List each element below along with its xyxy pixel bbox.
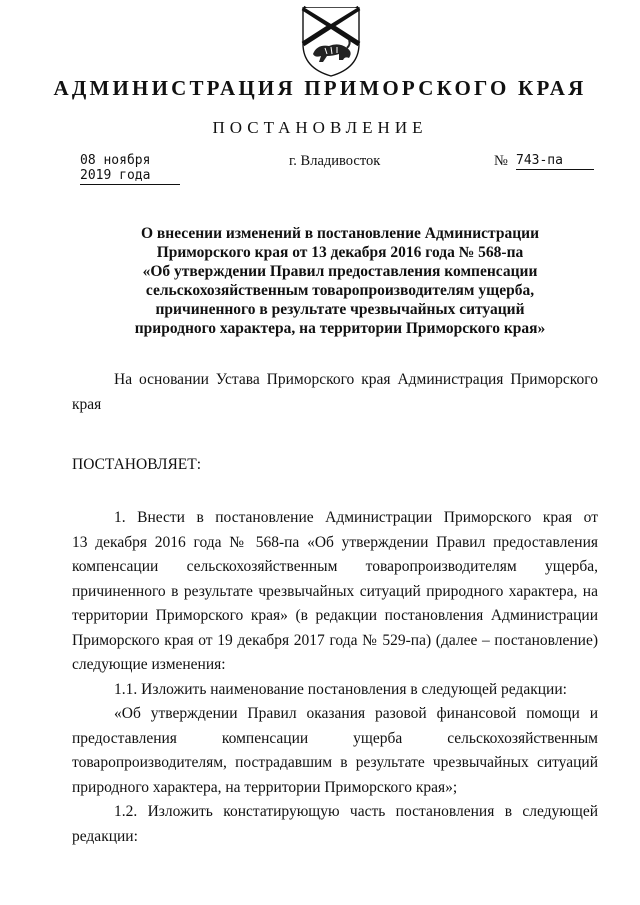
item-1-line: компенсации сельскохозяйственным товаропроизводителям ущерба, xyxy=(72,558,598,575)
primorsky-coat-of-arms-icon xyxy=(299,4,363,78)
item-1-line: 1. Внести в постановление Администрации Приморского края от xyxy=(114,509,598,526)
basis-paragraph xyxy=(72,368,598,417)
item-1-line: следующие изменения: xyxy=(72,656,226,673)
quote-line: предоставления компенсации ущерба сельскохозяйственным xyxy=(72,729,598,747)
item-1-line: территории Приморского края» (в редакции постановления Администрации xyxy=(72,607,598,624)
document-title xyxy=(80,224,600,338)
item-1-line: 13 декабря 2016 года № 568-па «Об утверждении Правил предоставления xyxy=(72,533,598,551)
title-line: природного характера, на территории Приморского края» xyxy=(134,320,546,337)
item-1-line: Приморского края от 19 декабря 2017 года № 529-па) (далее – постановление) xyxy=(72,631,598,649)
document-date: 08 ноября 2019 года xyxy=(80,153,180,185)
document-city: г. Владивосток xyxy=(289,153,381,169)
number-label: № xyxy=(494,153,508,169)
title-line: «Об утверждении Правил предоставления компенсации xyxy=(142,263,538,280)
quote-line: природного характера, на территории Приморского края»; xyxy=(72,778,458,796)
item-1-line: причиненного в результате чрезвычайных ситуаций природного характера, на xyxy=(72,582,598,600)
document-number: 743-па xyxy=(516,153,594,170)
resolves-heading: ПОСТАНОВЛЯЕТ: xyxy=(72,456,202,473)
document-type: ПОСТАНОВЛЕНИЕ xyxy=(212,118,428,137)
title-line: сельскохозяйственным товаропроизводителям ущерба, xyxy=(145,282,535,299)
quote-line: товаропроизводителям, пострадавшим в результате чрезвычайных ситуаций xyxy=(72,754,598,771)
title-line: О внесении изменений в постановление Администрации xyxy=(140,225,539,242)
item-1-paragraph xyxy=(72,506,598,849)
quote-line: «Об утверждении Правил оказания разовой финансовой помощи и xyxy=(114,705,598,722)
item-1-1-line: 1.1. Изложить наименование постановления в следующей редакции: xyxy=(114,680,567,698)
title-line: причиненного в результате чрезвычайных ситуаций xyxy=(155,301,525,318)
title-line: Приморского края от 13 декабря 2016 года № 568-па xyxy=(156,244,524,261)
basis-line: края xyxy=(72,395,102,413)
item-1-2-line: 1.2. Изложить констатирующую часть постановления в следующей xyxy=(114,803,598,820)
item-1-2-line: редакции: xyxy=(72,827,138,845)
basis-line: На основании Устава Приморского края Администрация Приморского xyxy=(114,371,598,388)
organization-name: АДМИНИСТРАЦИЯ ПРИМОРСКОГО КРАЯ xyxy=(53,76,587,100)
